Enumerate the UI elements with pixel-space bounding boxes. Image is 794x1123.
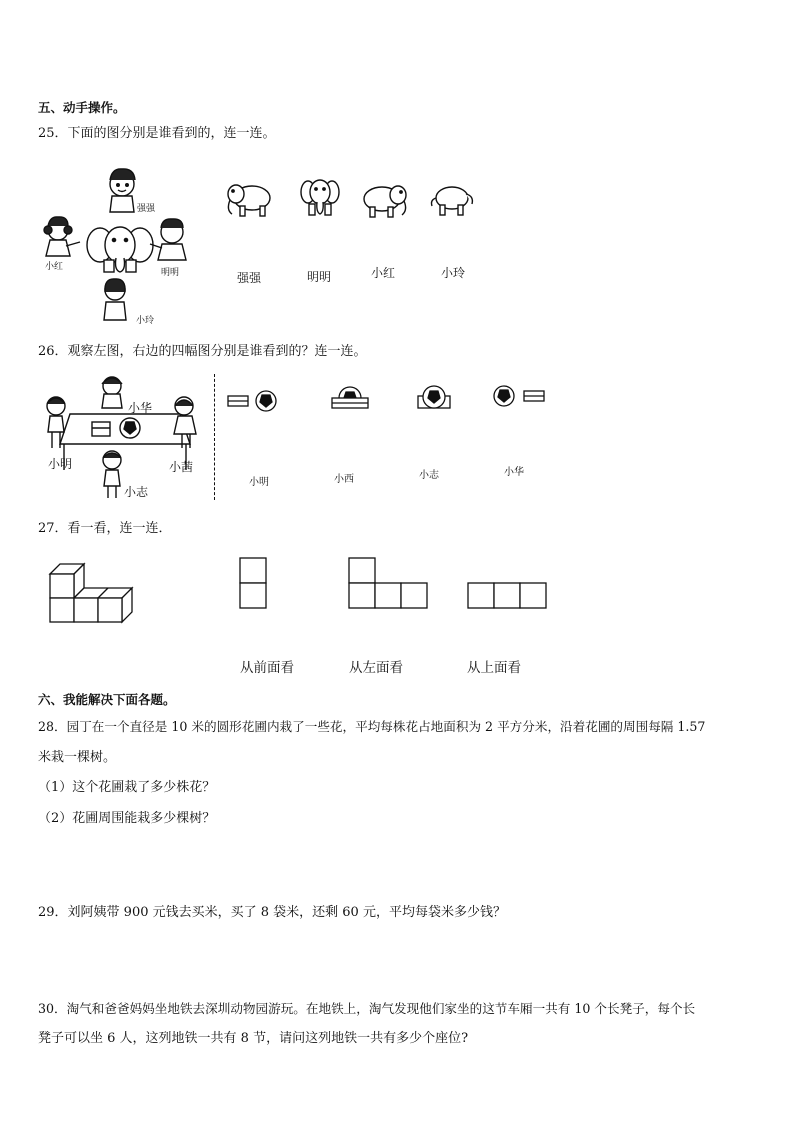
kid-back-icon [102,377,122,408]
answer-label: 从左面看 [349,660,403,676]
elephant-front-icon [87,227,153,272]
kid-label: 小明 [48,457,73,471]
answer-label: 小西 [334,474,354,485]
answer-label: 小明 [249,477,269,488]
question-28-sub2: （2）花圃周围能栽多少棵树？ [38,811,216,826]
kid-label: 小茜 [169,460,194,474]
cube-stack-3d [46,560,138,630]
elephant-view-3 [360,182,410,220]
kid-label: 小志 [124,485,149,499]
kid-right-icon [150,219,186,260]
answer-label: 小志 [419,470,439,481]
answer-label: 从前面看 [240,660,294,676]
kid-left-icon [44,217,80,256]
answer-label: 强强 [237,271,262,285]
question-30-line1: 30．淘气和爸爸妈妈坐地铁去深圳动物园游玩。在地铁上，淘气发现他们家坐的这节车厢一共有 10 个长凳子，每个长 [38,1001,696,1016]
question-30-line2: 凳子可以坐 6 人，这列地铁一共有 8 节，请问这列地铁一共有多少个座位? [38,1031,469,1046]
question-28-sub1: （1）这个花圃栽了多少株花？ [38,780,216,795]
view-l-shape [348,557,428,609]
kid-label: 小红 [45,262,64,272]
soccer-ball-icon [120,418,140,438]
answer-label: 小华 [504,467,524,478]
kid-label: 强强 [137,204,156,214]
answer-label: 从上面看 [467,660,521,676]
kid-top-icon [110,169,135,212]
elephant-view-4 [428,180,476,218]
view-ball-on-box [329,386,371,412]
answer-label: 明明 [307,270,332,284]
answer-label: 小红 [371,266,396,280]
kid-label: 小玲 [136,316,155,326]
question-25: 25．下面的图分别是谁看到的，连一连。 [38,126,276,141]
dashed-divider [214,374,215,500]
question-26: 26．观察左图，右边的四幅图分别是谁看到的？连一连。 [38,344,367,359]
view-ball-box-side [416,384,452,412]
view-two-vertical [239,557,267,609]
section-heading-6: 六、我能解决下面各题。 [38,692,176,707]
question-27: 27．看一看，连一连． [38,521,172,536]
kid-label: 明明 [161,268,180,278]
elephant-view-2 [300,176,340,218]
kid-front-icon [103,451,121,498]
section-heading-5: 五、动手操作。 [38,100,126,115]
question-28-line1: 28．园丁在一个直径是 10 米的圆形花圃内栽了一些花，平均每株花占地面积为 2 平方分米，沿着花圃的周围每隔 1.57 [38,719,706,734]
view-box-ball [226,389,280,415]
kid-bottom-icon [104,279,126,320]
kid-label: 小华 [128,401,153,415]
view-three-row [467,582,547,610]
elephant-view-1 [222,180,274,220]
question-28-line2: 米栽一棵树。 [38,750,117,765]
q25-observer-figure [40,160,200,330]
answer-label: 小玲 [441,266,466,280]
view-ball-box [492,384,548,410]
question-29: 29．刘阿姨带 900 元钱去买米，买了 8 袋米，还剩 60 元，平均每袋米多少钱？ [38,905,506,920]
